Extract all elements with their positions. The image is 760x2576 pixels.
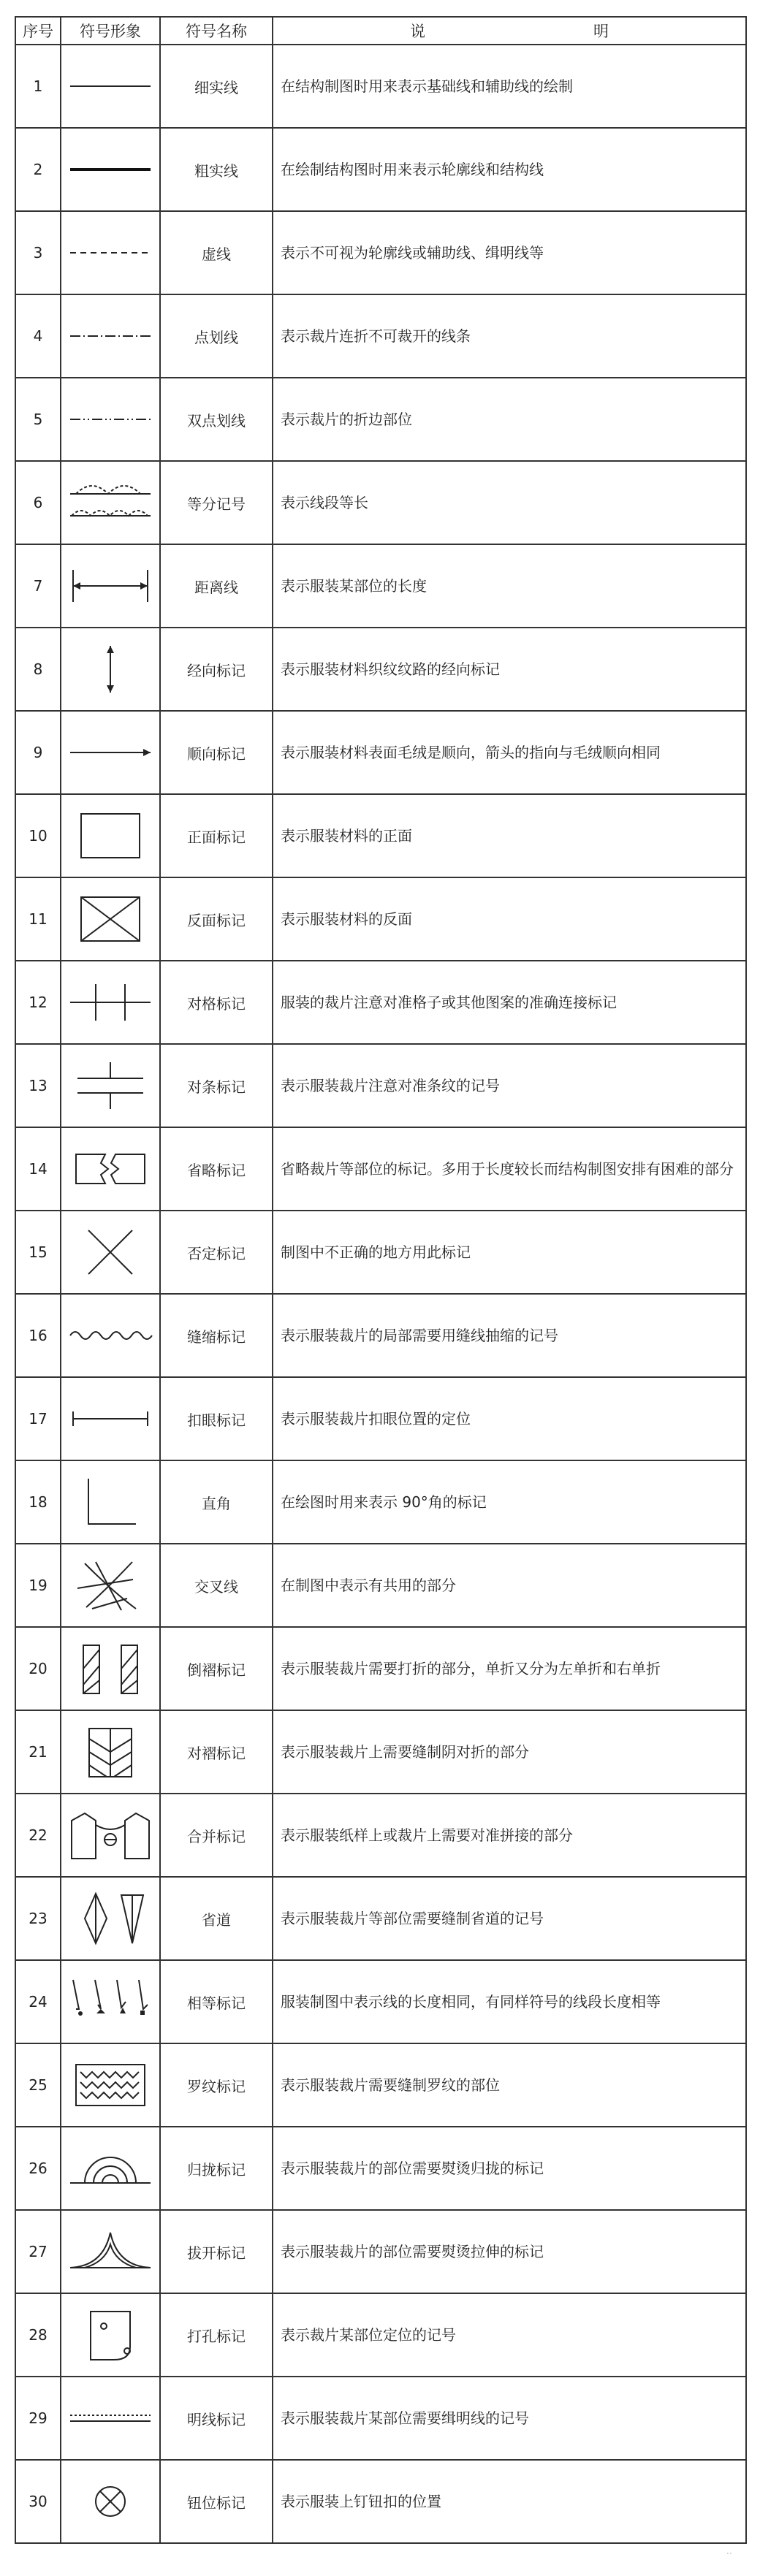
row-symbol bbox=[61, 877, 160, 961]
table-row bbox=[15, 1627, 746, 1710]
row-name: 罗纹标记 bbox=[160, 2043, 273, 2127]
check-matching-mark-icon bbox=[61, 973, 159, 1032]
button-position-mark-icon bbox=[61, 2472, 159, 2531]
table-row bbox=[15, 294, 746, 378]
shrink-press-mark-icon bbox=[61, 2139, 159, 2198]
corner-watermark: ·· bbox=[726, 2549, 732, 2560]
row-name: 否定标记 bbox=[160, 1211, 273, 1294]
row-number: 20 bbox=[15, 1627, 61, 1710]
table-row bbox=[15, 1794, 746, 1877]
row-description: 表示服装裁片某部位需要缉明线的记号 bbox=[273, 2377, 746, 2460]
garment-symbol-table bbox=[15, 16, 747, 2544]
row-symbol bbox=[61, 1044, 160, 1127]
row-symbol bbox=[61, 1710, 160, 1794]
row-description: 表示服装材料的反面 bbox=[273, 877, 746, 961]
table-row bbox=[15, 1710, 746, 1794]
row-number: 25 bbox=[15, 2043, 61, 2127]
row-number: 19 bbox=[15, 1544, 61, 1627]
row-number: 1 bbox=[15, 45, 61, 128]
crossing-lines-icon bbox=[61, 1556, 159, 1615]
row-number: 29 bbox=[15, 2377, 61, 2460]
row-name: 粗实线 bbox=[160, 128, 273, 211]
equal-division-mark-icon bbox=[61, 473, 159, 532]
row-number: 9 bbox=[15, 711, 61, 794]
row-name: 对格标记 bbox=[160, 961, 273, 1044]
row-number: 28 bbox=[15, 2293, 61, 2377]
row-description: 表示服装裁片上需要缝制阴对折的部分 bbox=[273, 1710, 746, 1794]
row-symbol bbox=[61, 1127, 160, 1211]
row-symbol bbox=[61, 378, 160, 461]
table-row bbox=[15, 544, 746, 628]
rib-mark-icon bbox=[61, 2056, 159, 2114]
row-symbol bbox=[61, 294, 160, 378]
symbol-table-page bbox=[15, 16, 745, 2561]
table-row bbox=[15, 1544, 746, 1627]
row-symbol bbox=[61, 1877, 160, 1960]
thin-solid-line-icon bbox=[61, 57, 159, 115]
row-description: 在绘制结构图时用来表示轮廓线和结构线 bbox=[273, 128, 746, 211]
row-number: 6 bbox=[15, 461, 61, 544]
row-name: 交叉线 bbox=[160, 1544, 273, 1627]
row-description: 表示服装上钉钮扣的位置 bbox=[273, 2460, 746, 2543]
row-name: 归拢标记 bbox=[160, 2127, 273, 2210]
header-description: 说 明 bbox=[273, 17, 746, 45]
row-description: 表示裁片某部位定位的记号 bbox=[273, 2293, 746, 2377]
table-row bbox=[15, 1127, 746, 1211]
row-name: 直角 bbox=[160, 1460, 273, 1544]
table-row bbox=[15, 461, 746, 544]
table-row bbox=[15, 2293, 746, 2377]
row-description: 在结构制图时用来表示基础线和辅助线的绘制 bbox=[273, 45, 746, 128]
row-name: 相等标记 bbox=[160, 1960, 273, 2043]
row-name: 细实线 bbox=[160, 45, 273, 128]
table-row bbox=[15, 45, 746, 128]
row-symbol bbox=[61, 794, 160, 877]
row-number: 21 bbox=[15, 1710, 61, 1794]
row-symbol bbox=[61, 1627, 160, 1710]
row-number: 14 bbox=[15, 1127, 61, 1211]
row-name: 对条标记 bbox=[160, 1044, 273, 1127]
table-row bbox=[15, 2377, 746, 2460]
row-symbol bbox=[61, 1377, 160, 1460]
row-description: 表示服装材料的正面 bbox=[273, 794, 746, 877]
row-symbol bbox=[61, 711, 160, 794]
table-row bbox=[15, 2127, 746, 2210]
row-description: 表示服装裁片扣眼位置的定位 bbox=[273, 1377, 746, 1460]
gathering-mark-icon bbox=[61, 1306, 159, 1365]
thick-solid-line-icon bbox=[61, 140, 159, 199]
row-number: 12 bbox=[15, 961, 61, 1044]
table-row bbox=[15, 2043, 746, 2127]
row-name: 缝缩标记 bbox=[160, 1294, 273, 1377]
row-symbol bbox=[61, 961, 160, 1044]
row-number: 22 bbox=[15, 1794, 61, 1877]
row-name: 钮位标记 bbox=[160, 2460, 273, 2543]
row-name: 合并标记 bbox=[160, 1794, 273, 1877]
row-number: 13 bbox=[15, 1044, 61, 1127]
row-number: 11 bbox=[15, 877, 61, 961]
row-description: 表示服装材料织纹纹路的经向标记 bbox=[273, 628, 746, 711]
row-name: 等分记号 bbox=[160, 461, 273, 544]
merge-mark-icon bbox=[61, 1806, 159, 1864]
row-symbol bbox=[61, 128, 160, 211]
row-symbol bbox=[61, 2377, 160, 2460]
row-description: 表示服装裁片等部位需要缝制省道的记号 bbox=[273, 1877, 746, 1960]
table-row bbox=[15, 794, 746, 877]
table-row bbox=[15, 628, 746, 711]
row-name: 距离线 bbox=[160, 544, 273, 628]
row-symbol bbox=[61, 2293, 160, 2377]
row-description: 表示服装裁片注意对准条纹的记号 bbox=[273, 1044, 746, 1127]
row-name: 扣眼标记 bbox=[160, 1377, 273, 1460]
row-description: 表示服装某部位的长度 bbox=[273, 544, 746, 628]
table-row bbox=[15, 961, 746, 1044]
dashed-line-icon bbox=[61, 224, 159, 282]
row-number: 17 bbox=[15, 1377, 61, 1460]
punch-hole-mark-icon bbox=[61, 2306, 159, 2364]
row-description: 表示服装裁片的部位需要熨烫拉伸的标记 bbox=[273, 2210, 746, 2293]
equal-mark-icon bbox=[61, 1973, 159, 2031]
row-number: 23 bbox=[15, 1877, 61, 1960]
row-name: 双点划线 bbox=[160, 378, 273, 461]
stretch-press-mark-icon bbox=[61, 2222, 159, 2281]
table-row bbox=[15, 1877, 746, 1960]
row-number: 5 bbox=[15, 378, 61, 461]
table-row bbox=[15, 1960, 746, 2043]
row-symbol bbox=[61, 1544, 160, 1627]
table-row bbox=[15, 711, 746, 794]
row-name: 打孔标记 bbox=[160, 2293, 273, 2377]
warp-grain-mark-icon bbox=[61, 640, 159, 698]
row-description: 在制图中表示有共用的部分 bbox=[273, 1544, 746, 1627]
row-number: 15 bbox=[15, 1211, 61, 1294]
row-number: 2 bbox=[15, 128, 61, 211]
row-symbol bbox=[61, 2043, 160, 2127]
row-description: 表示服装裁片的部位需要熨烫归拢的标记 bbox=[273, 2127, 746, 2210]
row-description: 省略裁片等部位的标记。多用于长度较长而结构制图安排有困难的部分 bbox=[273, 1127, 746, 1211]
row-number: 26 bbox=[15, 2127, 61, 2210]
row-symbol bbox=[61, 1460, 160, 1544]
row-symbol bbox=[61, 2210, 160, 2293]
row-number: 10 bbox=[15, 794, 61, 877]
row-symbol bbox=[61, 461, 160, 544]
row-number: 7 bbox=[15, 544, 61, 628]
row-symbol bbox=[61, 1960, 160, 2043]
nap-direction-mark-icon bbox=[61, 723, 159, 782]
row-description: 制图中不正确的地方用此标记 bbox=[273, 1211, 746, 1294]
table-row bbox=[15, 1460, 746, 1544]
dash-double-dot-line-icon bbox=[61, 390, 159, 449]
row-description: 表示不可视为轮廓线或辅助线、缉明线等 bbox=[273, 211, 746, 294]
table-row bbox=[15, 378, 746, 461]
omission-mark-icon bbox=[61, 1140, 159, 1198]
table-row bbox=[15, 1294, 746, 1377]
row-description: 表示服装材料表面毛绒是顺向，箭头的指向与毛绒顺向相同 bbox=[273, 711, 746, 794]
row-description: 表示服装裁片的局部需要用缝线抽缩的记号 bbox=[273, 1294, 746, 1377]
right-angle-mark-icon bbox=[61, 1473, 159, 1531]
dash-dot-line-icon bbox=[61, 307, 159, 365]
buttonhole-mark-icon bbox=[61, 1390, 159, 1448]
row-name: 虚线 bbox=[160, 211, 273, 294]
row-name: 正面标记 bbox=[160, 794, 273, 877]
row-name: 对褶标记 bbox=[160, 1710, 273, 1794]
row-description: 在绘图时用来表示 90°角的标记 bbox=[273, 1460, 746, 1544]
row-number: 8 bbox=[15, 628, 61, 711]
row-name: 倒褶标记 bbox=[160, 1627, 273, 1710]
header-name: 符号名称 bbox=[160, 17, 273, 45]
row-name: 反面标记 bbox=[160, 877, 273, 961]
row-name: 顺向标记 bbox=[160, 711, 273, 794]
row-description: 表示线段等长 bbox=[273, 461, 746, 544]
row-name: 省道 bbox=[160, 1877, 273, 1960]
row-number: 3 bbox=[15, 211, 61, 294]
row-description: 表示服装纸样上或裁片上需要对准拼接的部分 bbox=[273, 1794, 746, 1877]
row-symbol bbox=[61, 2460, 160, 2543]
row-description: 表示服装裁片需要打折的部分，单折又分为左单折和右单折 bbox=[273, 1627, 746, 1710]
row-symbol bbox=[61, 211, 160, 294]
row-description: 服装制图中表示线的长度相同，有同样符号的线段长度相等 bbox=[273, 1960, 746, 2043]
table-row bbox=[15, 1044, 746, 1127]
stripe-matching-mark-icon bbox=[61, 1056, 159, 1115]
row-description: 表示裁片的折边部位 bbox=[273, 378, 746, 461]
row-description: 表示服装裁片需要缝制罗纹的部位 bbox=[273, 2043, 746, 2127]
row-number: 30 bbox=[15, 2460, 61, 2543]
row-symbol bbox=[61, 544, 160, 628]
row-symbol bbox=[61, 628, 160, 711]
table-row bbox=[15, 1211, 746, 1294]
table-row bbox=[15, 877, 746, 961]
negation-mark-icon bbox=[61, 1223, 159, 1281]
row-number: 16 bbox=[15, 1294, 61, 1377]
header-symbol: 符号形象 bbox=[61, 17, 160, 45]
box-pleat-mark-icon bbox=[61, 1723, 159, 1781]
row-description: 表示裁片连折不可裁开的线条 bbox=[273, 294, 746, 378]
row-name: 省略标记 bbox=[160, 1127, 273, 1211]
row-description: 服装的裁片注意对准格子或其他图案的准确连接标记 bbox=[273, 961, 746, 1044]
row-name: 明线标记 bbox=[160, 2377, 273, 2460]
table-row bbox=[15, 1377, 746, 1460]
row-name: 经向标记 bbox=[160, 628, 273, 711]
topstitch-mark-icon bbox=[61, 2389, 159, 2447]
table-header-row bbox=[15, 17, 746, 45]
row-number: 18 bbox=[15, 1460, 61, 1544]
row-symbol bbox=[61, 45, 160, 128]
inverted-pleat-mark-icon bbox=[61, 1639, 159, 1698]
table-row bbox=[15, 2460, 746, 2543]
row-name: 拔开标记 bbox=[160, 2210, 273, 2293]
row-number: 27 bbox=[15, 2210, 61, 2293]
face-side-mark-icon bbox=[61, 807, 159, 865]
table-row bbox=[15, 211, 746, 294]
distance-line-icon bbox=[61, 557, 159, 615]
dart-mark-icon bbox=[61, 1889, 159, 1948]
row-symbol bbox=[61, 1294, 160, 1377]
row-symbol bbox=[61, 2127, 160, 2210]
row-number: 24 bbox=[15, 1960, 61, 2043]
table-row bbox=[15, 128, 746, 211]
reverse-side-mark-icon bbox=[61, 890, 159, 948]
row-symbol bbox=[61, 1211, 160, 1294]
table-row bbox=[15, 2210, 746, 2293]
row-number: 4 bbox=[15, 294, 61, 378]
row-name: 点划线 bbox=[160, 294, 273, 378]
row-symbol bbox=[61, 1794, 160, 1877]
header-num: 序号 bbox=[15, 17, 61, 45]
